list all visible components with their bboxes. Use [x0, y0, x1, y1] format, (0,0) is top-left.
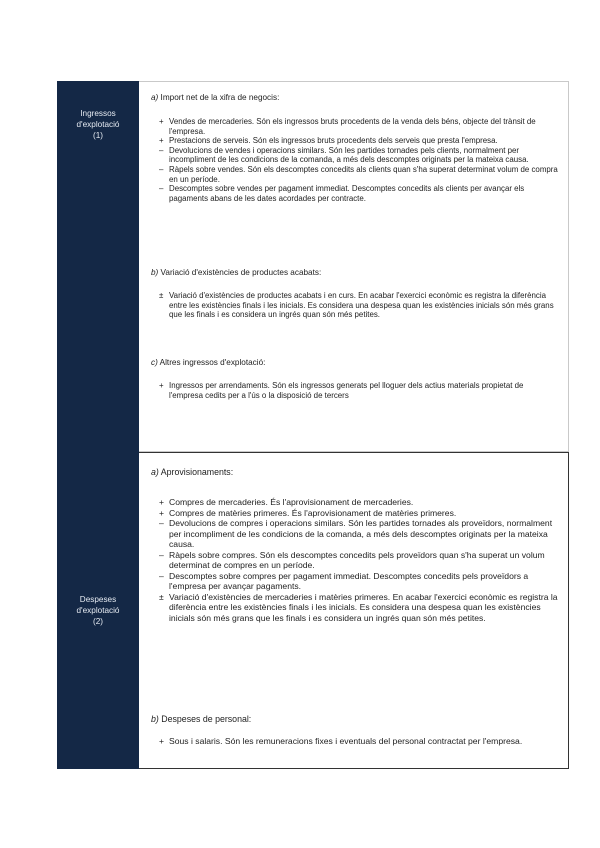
item-symbol: + — [159, 117, 164, 126]
list-item — [159, 381, 558, 400]
label-line: d'explotació — [76, 120, 120, 129]
section-letter: b) — [151, 714, 159, 724]
item-list — [159, 736, 558, 747]
section-letter: b) — [151, 268, 159, 277]
item-text: Vendes de mercaderies. Són els ingressos bruts procedents de la venda dels béns, objecte del trànsit de l'empresa. — [169, 117, 536, 136]
section-title: Aprovisionaments: — [158, 467, 234, 477]
label-line: Ingressos — [80, 109, 116, 118]
item-text: Devolucions de vendes i operacions similars. Són les partides tornades pels clients, normalment per incompliment de les condicions de la comanda, a més dels descomptes originats per la mateixa causa. — [169, 145, 529, 165]
item-symbol: – — [159, 549, 164, 560]
item-text: Variació d'existències de mercaderies i matèries primeres. En acabar l'exercici econòmic es registra la diferència entre les existències finals i les inicials. Es considera una despesa quan les existències inicials són més grans que les finals i es considera un ingrés quan són més petites. — [169, 591, 558, 623]
section-heading — [151, 714, 558, 725]
row-content-despeses — [139, 452, 569, 769]
list-item — [159, 136, 558, 146]
section-b — [151, 714, 558, 747]
item-text: Variació d'existències de productes acabats i en curs. En acabar l'exercici econòmic es registra la diferència entre les existències finals i les inicials. Es considera una despesa quan les existències inicials són més grans que les finals i es considera un ingrés quan són més petites. — [169, 291, 554, 320]
item-symbol: + — [159, 381, 164, 390]
section-title: Import net de la xifra de negocis: — [158, 93, 280, 102]
section-b — [151, 268, 558, 320]
item-text: Compres de mercaderies. És l'aprovisionament de mercaderies. — [169, 497, 414, 507]
item-list — [159, 381, 558, 400]
list-item — [159, 736, 558, 747]
item-symbol: + — [159, 497, 165, 507]
item-text: Descomptes sobre compres per pagament immediat. Descomptes concedits pels proveïdors a l'empresa per avançar pagaments. — [169, 570, 529, 591]
item-text: Descomptes sobre vendes per pagament immediat. Descomptes concedits als clients per avançar els pagaments abans de les dates acordades per contracte. — [169, 184, 525, 203]
item-text: Prestacions de serveis. Són els ingressos bruts procedents dels serveis que presta l'empresa. — [169, 136, 498, 146]
section-letter: c) — [151, 358, 158, 367]
list-item — [159, 571, 558, 592]
item-text: Compres de matèries primeres. És l'aprovisionament de matèries primeres. — [169, 507, 457, 518]
table-row-ingressos — [57, 81, 569, 452]
section-c — [151, 358, 558, 400]
section-title: Variació d'existències de productes acabats: — [158, 268, 322, 277]
item-symbol: + — [159, 136, 164, 146]
item-symbol: – — [159, 164, 164, 174]
label-line: (1) — [92, 131, 103, 140]
list-item — [159, 117, 558, 136]
section-heading — [151, 268, 558, 278]
item-symbol: – — [159, 145, 164, 155]
section-a — [151, 467, 558, 623]
label-line: Despeses — [79, 595, 117, 604]
item-symbol: ± — [159, 591, 164, 602]
section-title: Despeses de personal: — [158, 714, 252, 724]
list-item — [159, 165, 558, 184]
section-letter: a) — [151, 93, 159, 102]
table-row-despeses — [57, 452, 569, 769]
label-line: d'explotació — [76, 606, 120, 615]
section-letter: a) — [151, 467, 159, 477]
item-list — [159, 117, 558, 203]
section-heading — [151, 93, 558, 103]
section-heading — [151, 358, 558, 368]
list-item — [159, 592, 558, 624]
item-symbol: – — [159, 570, 164, 581]
list-item — [159, 508, 558, 519]
item-symbol: – — [159, 184, 164, 194]
item-list — [159, 291, 558, 320]
list-item — [159, 518, 558, 550]
item-text: Ràpels sobre compres. Són els descomptes concedits pels proveïdors quan s'ha superat un volum determinat de compres en un període. — [169, 549, 545, 570]
item-text: Ingressos per arrendaments. Són els ingressos generats pel lloguer dels actius materials propietat de l'empresa cedits per a l'ús o la disposició de tercers — [169, 381, 524, 400]
list-item — [159, 146, 558, 165]
section-a — [151, 93, 558, 203]
item-text: Devolucions de compres i operacions similars. Són les partides tornades als proveïdors, normalment per incompliment de les condicions de la comanda, a més dels descomptes originats per la mateixa causa. — [169, 518, 553, 549]
list-item — [159, 497, 558, 508]
item-text: Ràpels sobre vendes. Són els descomptes concedits als clients quan s'ha superat determinat volum de compra en un període. — [169, 164, 558, 184]
row-content-ingressos — [139, 81, 569, 452]
item-symbol: + — [159, 736, 165, 746]
list-item — [159, 550, 558, 571]
item-text: Sous i salaris. Són les remuneracions fixes i eventuals del personal contractat per l'empresa. — [169, 736, 523, 746]
item-symbol: + — [159, 507, 165, 518]
list-item — [159, 184, 558, 203]
section-title: Altres ingressos d'explotació: — [157, 358, 266, 367]
label-line: (2) — [92, 617, 103, 626]
item-symbol: – — [159, 518, 164, 528]
list-item — [159, 291, 558, 320]
item-symbol: ± — [159, 291, 164, 300]
row-label-despeses — [57, 452, 139, 769]
row-label-ingressos — [57, 81, 139, 452]
section-heading — [151, 467, 558, 478]
item-list — [159, 497, 558, 623]
